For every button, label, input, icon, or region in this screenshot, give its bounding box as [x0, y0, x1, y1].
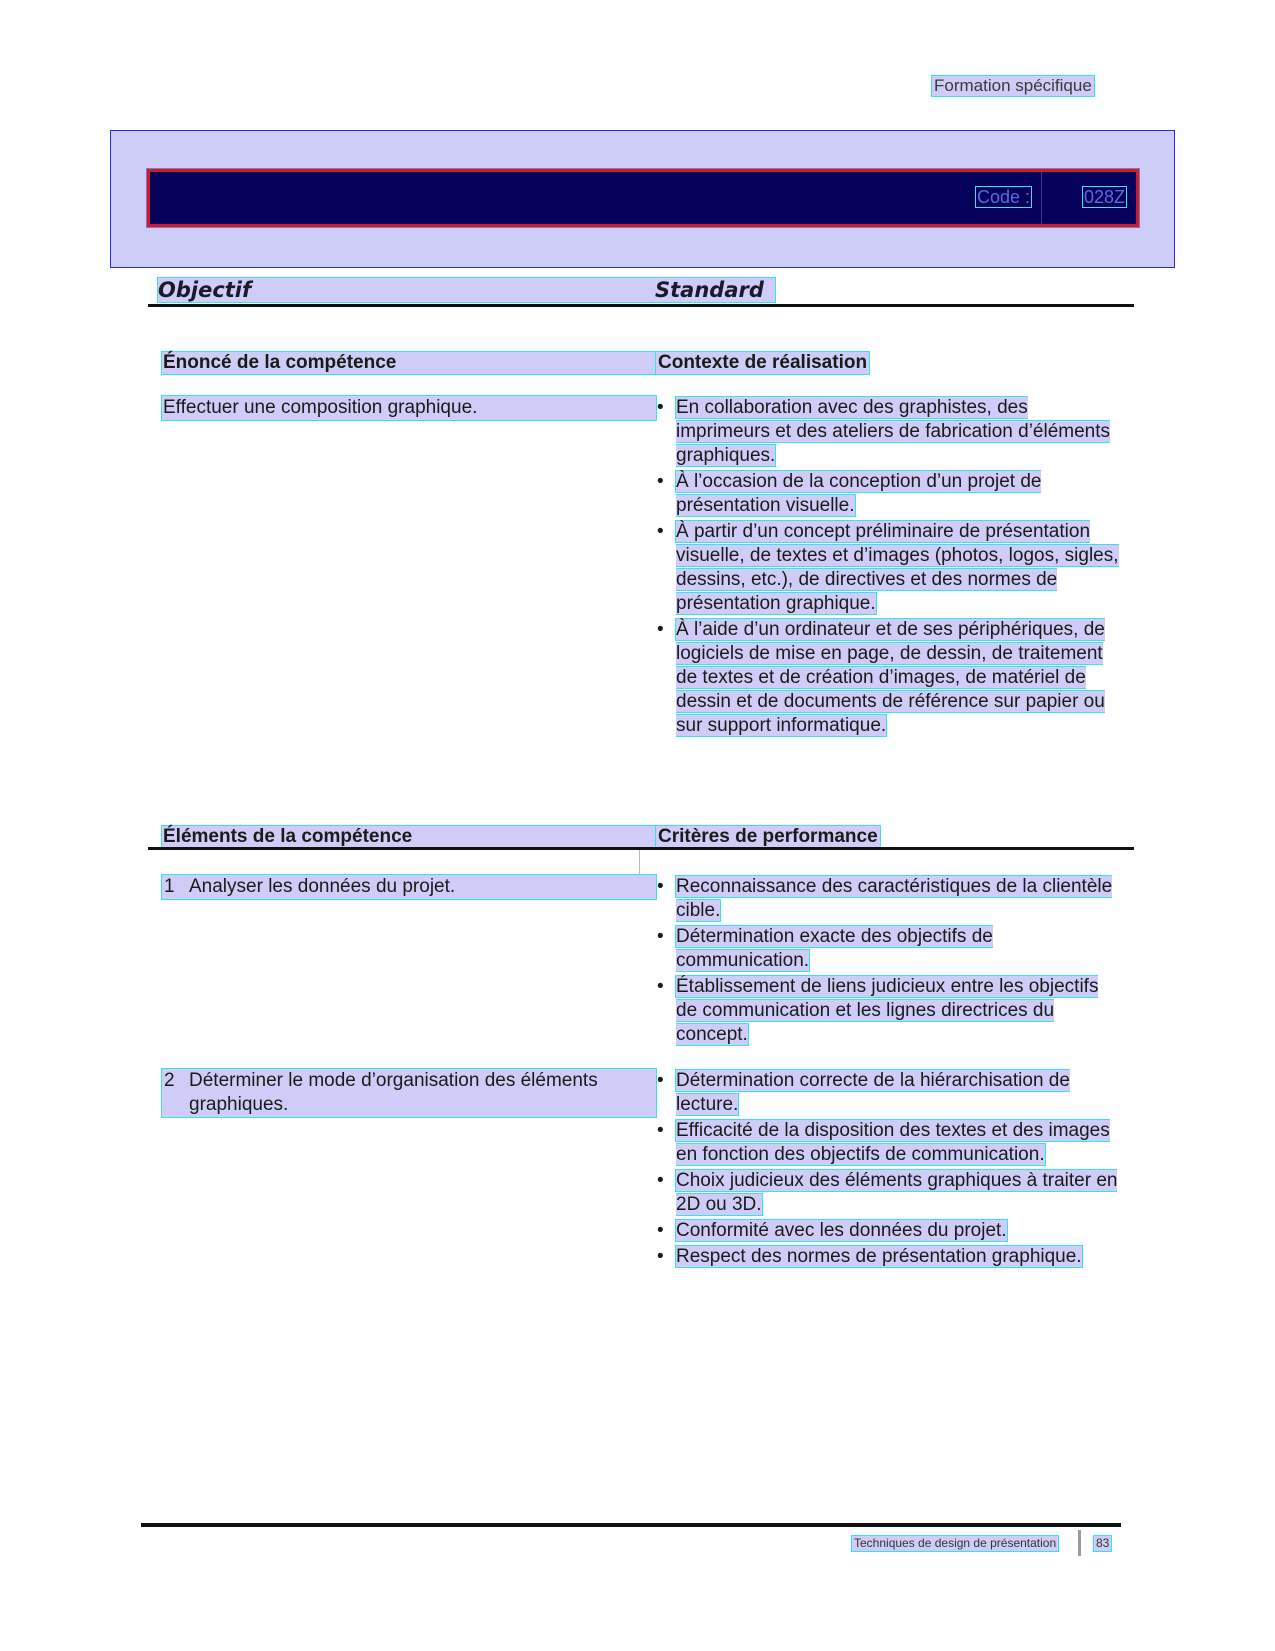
heading-rule — [148, 304, 1134, 307]
list-item: • Reconnaissance des caractéristiques de la clientèle cible. — [654, 875, 1124, 923]
code-divider — [1041, 172, 1042, 224]
competency-title-bar — [147, 169, 1139, 227]
page-number: 83 — [1096, 1536, 1110, 1550]
context-heading: Contexte de réalisation — [658, 352, 868, 373]
criteria-heading: Critères de performance — [658, 826, 878, 847]
list-item: • Conformité avec les données du projet. — [654, 1219, 1124, 1243]
list-item: • Détermination correcte de la hiérarchisation de lecture. — [654, 1069, 1124, 1117]
element-text: Déterminer le mode d’organisation des éléments graphiques. — [189, 1070, 598, 1115]
list-item: • Établissement de liens judicieux entre les objectifs de communication et les lignes directrices du concept. — [654, 975, 1124, 1047]
element-item — [162, 875, 656, 899]
list-item: • À partir d’un concept préliminaire de présentation visuelle, de textes et d’images (photos, logos, sigles, dessins, etc.), de directives et des normes de présentation graphique. — [654, 520, 1124, 616]
running-header: Formation spécifique — [934, 76, 1092, 95]
footer-rule — [141, 1523, 1121, 1527]
competency-header-box — [110, 130, 1175, 268]
criteria-list — [654, 1069, 1124, 1271]
standard-heading: Standard — [655, 278, 764, 302]
element-number: 2 — [164, 1070, 175, 1091]
code-label: Code : — [977, 187, 1031, 207]
objective-heading: Objectif — [158, 278, 252, 302]
element-number: 1 — [164, 876, 175, 897]
list-item: • À l’occasion de la conception d’un projet de présentation visuelle. — [654, 470, 1124, 518]
list-item: • Choix judicieux des éléments graphiques à traiter en 2D ou 3D. — [654, 1169, 1124, 1217]
code-value: 028Z — [1084, 187, 1126, 207]
list-item: • Efficacité de la disposition des textes et des images en fonction des objectifs de communication. — [654, 1119, 1124, 1167]
section-rule — [148, 847, 1134, 850]
statement-heading: Énoncé de la compétence — [163, 352, 397, 373]
elements-heading: Éléments de la compétence — [163, 826, 413, 847]
element-text: Analyser les données du projet. — [189, 876, 456, 897]
list-item: • En collaboration avec des graphistes, des imprimeurs et des ateliers de fabrication d’éléments graphiques. — [654, 396, 1124, 468]
competency-statement: Effectuer une composition graphique. — [163, 397, 478, 418]
criteria-list — [654, 875, 1124, 1049]
element-item — [162, 1069, 656, 1117]
list-item: • À l’aide d’un ordinateur et de ses périphériques, de logiciels de mise en page, de dessin, de traitement de textes et de création d’images, de matériel de dessin et de documents de référence sur papier ou sur support informatique. — [654, 618, 1124, 738]
list-item: • Respect des normes de présentation graphique. — [654, 1245, 1124, 1269]
context-list — [654, 396, 1124, 740]
footer-program-title: Techniques de design de présentation — [854, 1536, 1057, 1550]
list-item: • Détermination exacte des objectifs de communication. — [654, 925, 1124, 973]
footer-divider — [1078, 1530, 1081, 1556]
